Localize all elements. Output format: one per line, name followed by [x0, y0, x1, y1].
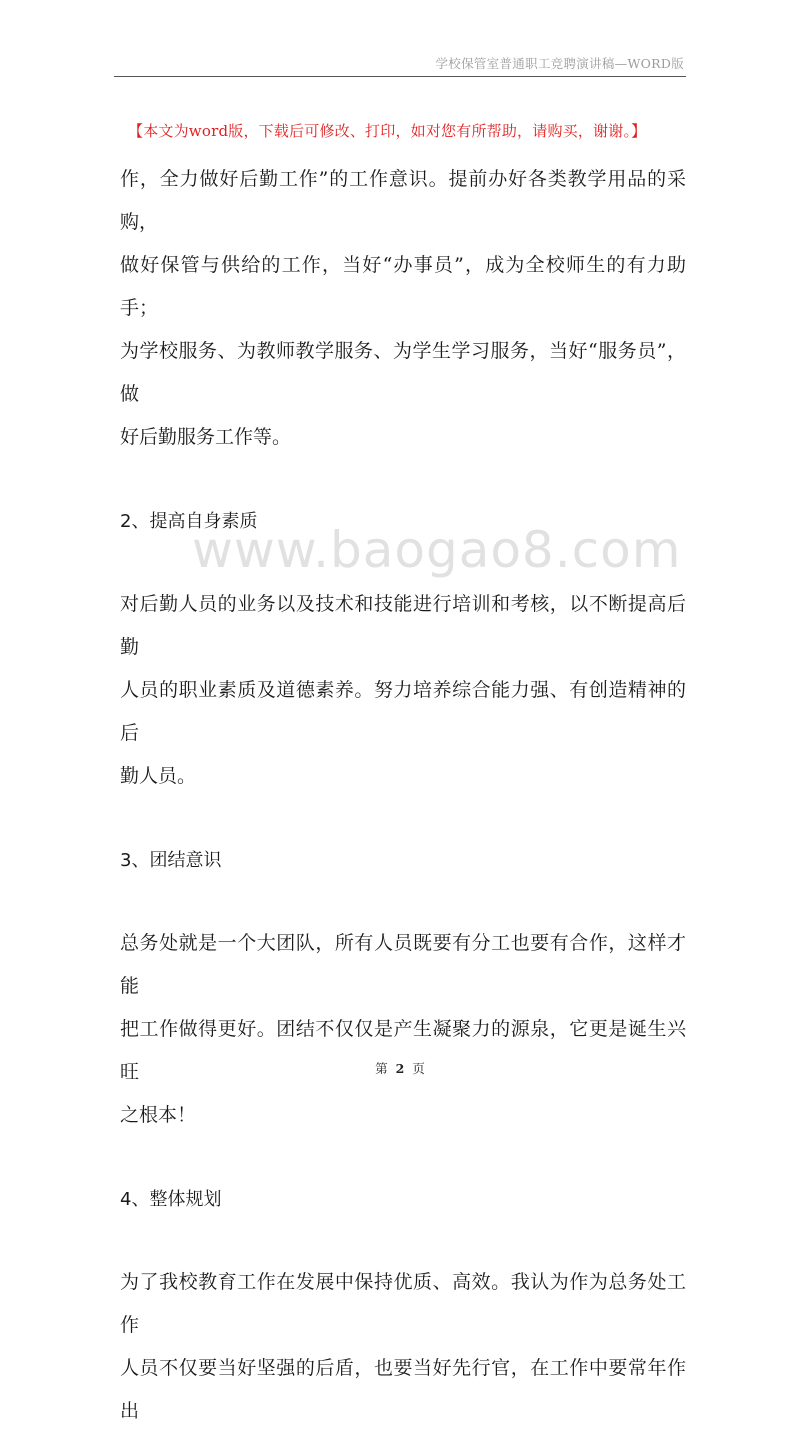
section-heading-4: 4、整体规划 — [120, 1189, 222, 1210]
paragraph-line: 之根本！ — [120, 1104, 197, 1126]
paragraph-line: 对后勤人员的业务以及技术和技能进行培训和考核，以不断提高后勤 — [120, 593, 686, 658]
paragraph-line: 为学校服务、为教师教学服务、为学生学习服务，当好“服务员”，做 — [120, 340, 686, 405]
paragraph-line: 把工作做得更好。团结不仅仅是产生凝聚力的源泉，它更是诞生兴旺 — [120, 1018, 686, 1083]
paragraph-line: 勤人员。 — [120, 765, 197, 787]
page-prefix: 第 — [375, 1061, 388, 1076]
header-divider — [114, 76, 686, 77]
paragraph-4 — [120, 1261, 686, 1433]
paragraph-3 — [120, 922, 686, 1137]
page-suffix: 页 — [412, 1061, 425, 1076]
paragraph-line: 好后勤服务工作等。 — [120, 426, 292, 448]
section-heading-2: 2、提高自身素质 — [120, 511, 258, 532]
document-header-title: 学校保管室普通职工竞聘演讲稿—WORD版 — [435, 56, 684, 71]
document-body — [120, 158, 686, 1433]
paragraph-1 — [120, 158, 686, 459]
paragraph-line: 为了我校教育工作在发展中保持优质、高效。我认为作为总务处工作 — [120, 1271, 686, 1336]
paragraph-line: 作，全力做好后勤工作”的工作意识。提前办好各类教学用品的采购， — [120, 168, 686, 233]
paragraph-line: 总务处就是一个大团队，所有人员既要有分工也要有合作，这样才能 — [120, 932, 686, 997]
page-number: 2 — [395, 1061, 405, 1076]
purchase-notice: 【本文为word版，下载后可修改、打印，如对您有所帮助，请购买，谢谢。】 — [128, 122, 647, 140]
paragraph-line: 做好保管与供给的工作，当好“办事员”，成为全校师生的有力助手； — [120, 254, 686, 319]
page-footer — [0, 1059, 800, 1077]
site-watermark: www.baogao8.com — [192, 521, 682, 579]
paragraph-2 — [120, 583, 686, 798]
paragraph-line: 人员不仅要当好坚强的后盾，也要当好先行官，在工作中要常年作出 — [120, 1357, 686, 1422]
section-heading-3: 3、团结意识 — [120, 850, 222, 871]
paragraph-line: 人员的职业素质及道德素养。努力培养综合能力强、有创造精神的后 — [120, 679, 686, 744]
